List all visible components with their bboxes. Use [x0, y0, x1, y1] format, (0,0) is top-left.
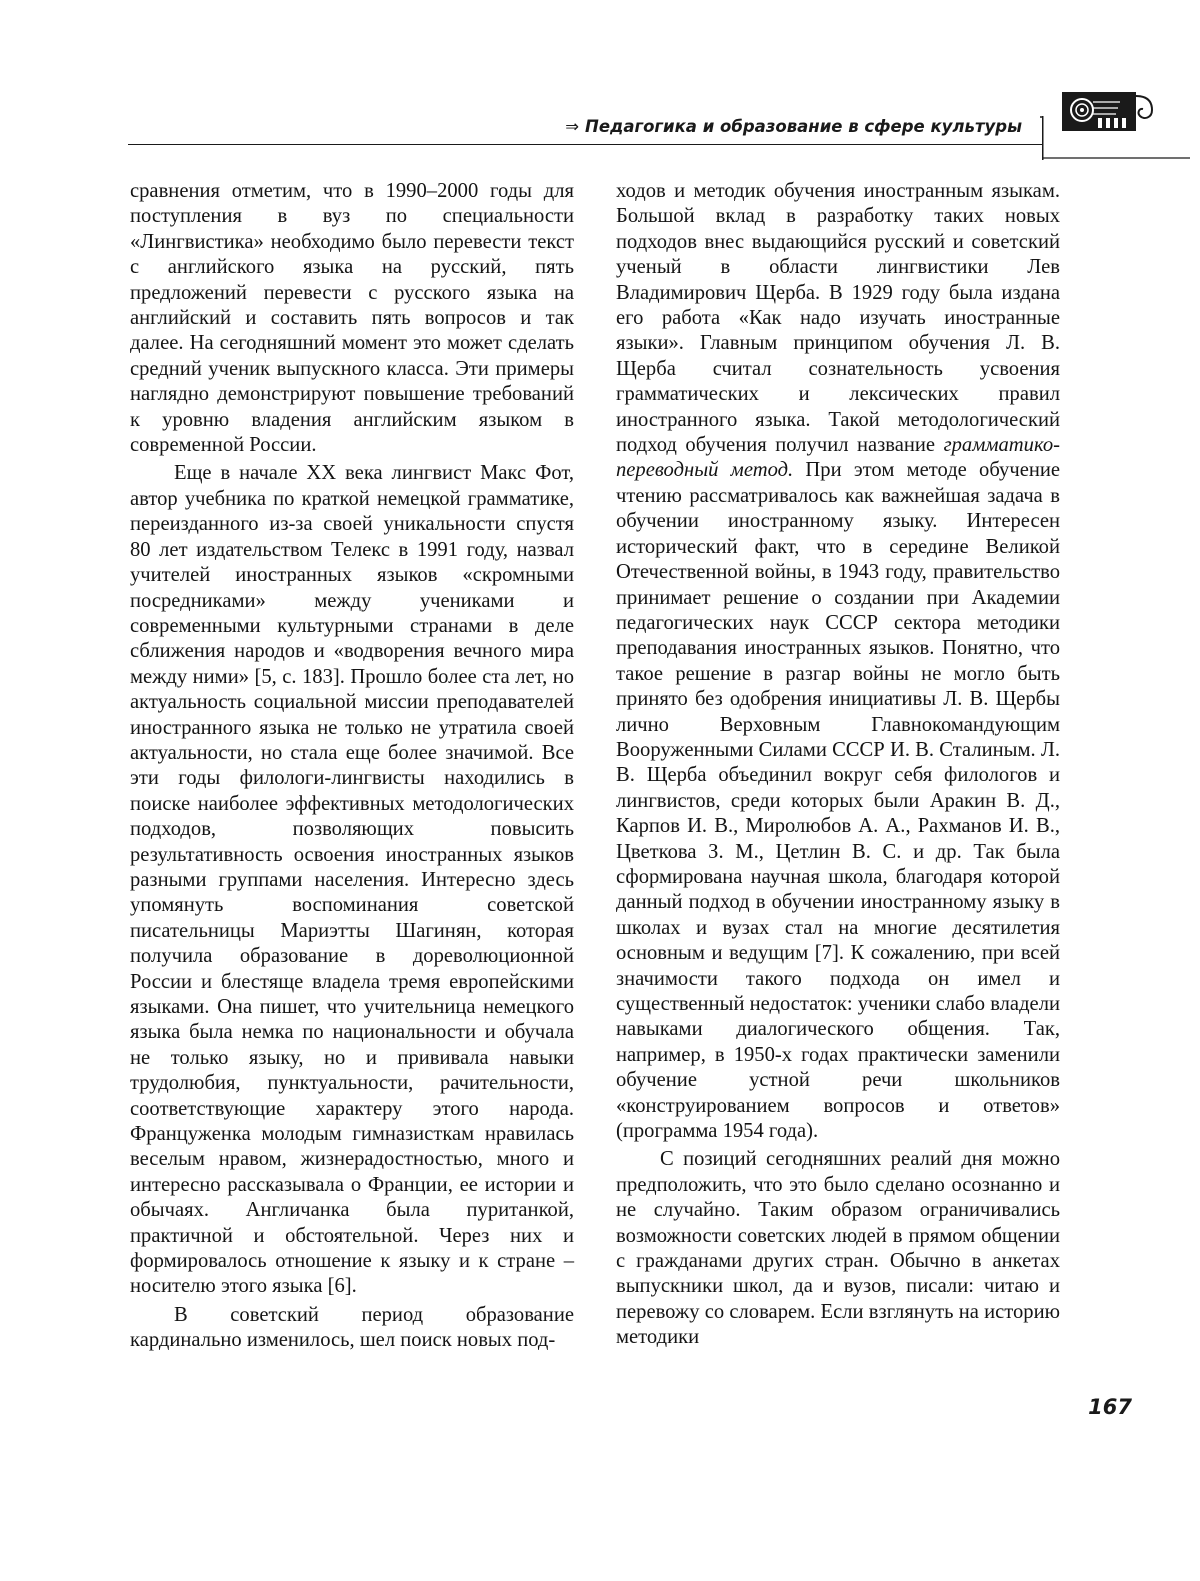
header-rule: [128, 144, 1042, 145]
page-number: 167: [1088, 1395, 1132, 1419]
text-column-right: [616, 179, 1060, 1351]
running-head-text: [560, 117, 1022, 136]
ionic-column-capital-icon: [1040, 88, 1190, 160]
section-title: Педагогика и образование в сфере культуры: [585, 117, 1022, 136]
paragraph: В советский период образование кардинально изменилось, шел поиск новых под-: [130, 1303, 574, 1352]
emphasized-term: грамматико-переводный метод.: [616, 434, 1060, 482]
text-column-left: [130, 179, 574, 1354]
paragraph: Еще в начале XX века лингвист Макс Фот, автор учебника по краткой немецкой грамматике, переизданного из-за своей уникальности спустя 80 лет издательством Телекс в 1991 году, назвал учителей иностранных языков «скромными посредниками» между учениками и современными культурными странами в деле сближения народов и «водворения вечного мира между ними» [5, с. 183]. Прошло более ста лет, но актуальность социальной миссии преподавателей иностранного языка не только не утратила своей актуальности, но стала еще более значимой. Все эти годы филологи-лингвисты находились в поиске наиболее эффективных методологических подходов, позволяющих повысить результативность освоения иностранных языков разными группами населения. Интересно здесь упомянуть воспоминания советской писательницы Мариэтты Шагинян, которая получила образование в дореволюционной России и блестяще владела тремя европейскими языками. Она пишет, что учительница немецкого языка была немка по национальности и обучала не только языку, но и прививала навыки трудолюбия, пунктуальности, рачительности, соответствующие характеру этого народа. Француженка молодым гимназисткам нравилась веселым нравом, жизнерадостностью, много и интересно рассказывала о Франции, ее истории и обычаях. Англичанка была пуританкой, практичной и обстоятельной. Через них и формировалось отношение к языку и к стране – носителю этого языка [6].: [130, 462, 574, 1298]
paragraph-text: При этом методе обучение чтению рассматривалось как важнейшая задача в обучении иностранному языку. Интересен исторический факт, что в середине Великой Отечественной войны, в 1943 году, правительство принимает решение о создании при Академии педагогических наук СССР сектора методики преподавания иностранных языков. Понятно, что такое решение в разгар войны не могло быть принято без одобрения инициативы Л. В. Щербы лично Верховным Главнокомандующим Вооруженными Силами СССР И. В. Сталиным. Л. В. Щерба объединил вокруг себя филологов и лингвистов, среди которых были Аракин В. Д., Карпов И. В., Миролюбов А. А., Рахманов И. В., Цветкова З. М., Цетлин В. С. и др. Так была сформирована научная школа, благодаря которой данный подход в обучении иностранному языку в школах и вузах стал на многие десятилетия основным и ведущим [7]. К сожалению, при всей значимости такого подхода он имел и существенный недостаток: ученики слабо владели навыками диалогического общения. Так, например, в 1950-х годах практически заменили обучение устной речи школьников «конструированием вопросов и ответов» (программа 1954 года).: [616, 459, 1061, 1143]
paragraph: С позиций сегодняшних реалий дня можно предположить, что это было сделано осознанно и не случайно. Таким образом ограничивались возможности советских людей в прямом общении с гражданами других стран. Обычно в анкетах выпускники школ, да и вузов, писали: читаю и перевожу со словарем. Если взглянуть на историю методики: [616, 1148, 1060, 1349]
double-arrow-icon: ⇒: [565, 117, 580, 136]
paragraph: [616, 179, 1060, 1144]
paragraph-text: ходов и методик обучения иностранным языкам. Большой вклад в разработку таких новых подходов внес выдающийся русский и советский ученый в области лингвистики Лев Владимирович Щерба. В 1929 году была издана его работа «Как надо изучать иностранные языки». Главным принципом обучения Л. В. Щерба считал сознательность усвоения грамматических и лексических правил иностранного языка. Такой методологический подход обучения получил название: [616, 180, 1060, 457]
paragraph: сравнения отметим, что в 1990–2000 годы для поступления в вуз по специальности «Лингвистика» необходимо было перевести текст с английского языка на русский, пять предложений перевести с русского языка на английский и составить пять вопросов и так далее. На сегодняшний момент это может сделать средний ученик выпускного класса. Эти примеры наглядно демонстрируют повышение требований к уровню владения английским языком в современной России.: [130, 180, 574, 457]
